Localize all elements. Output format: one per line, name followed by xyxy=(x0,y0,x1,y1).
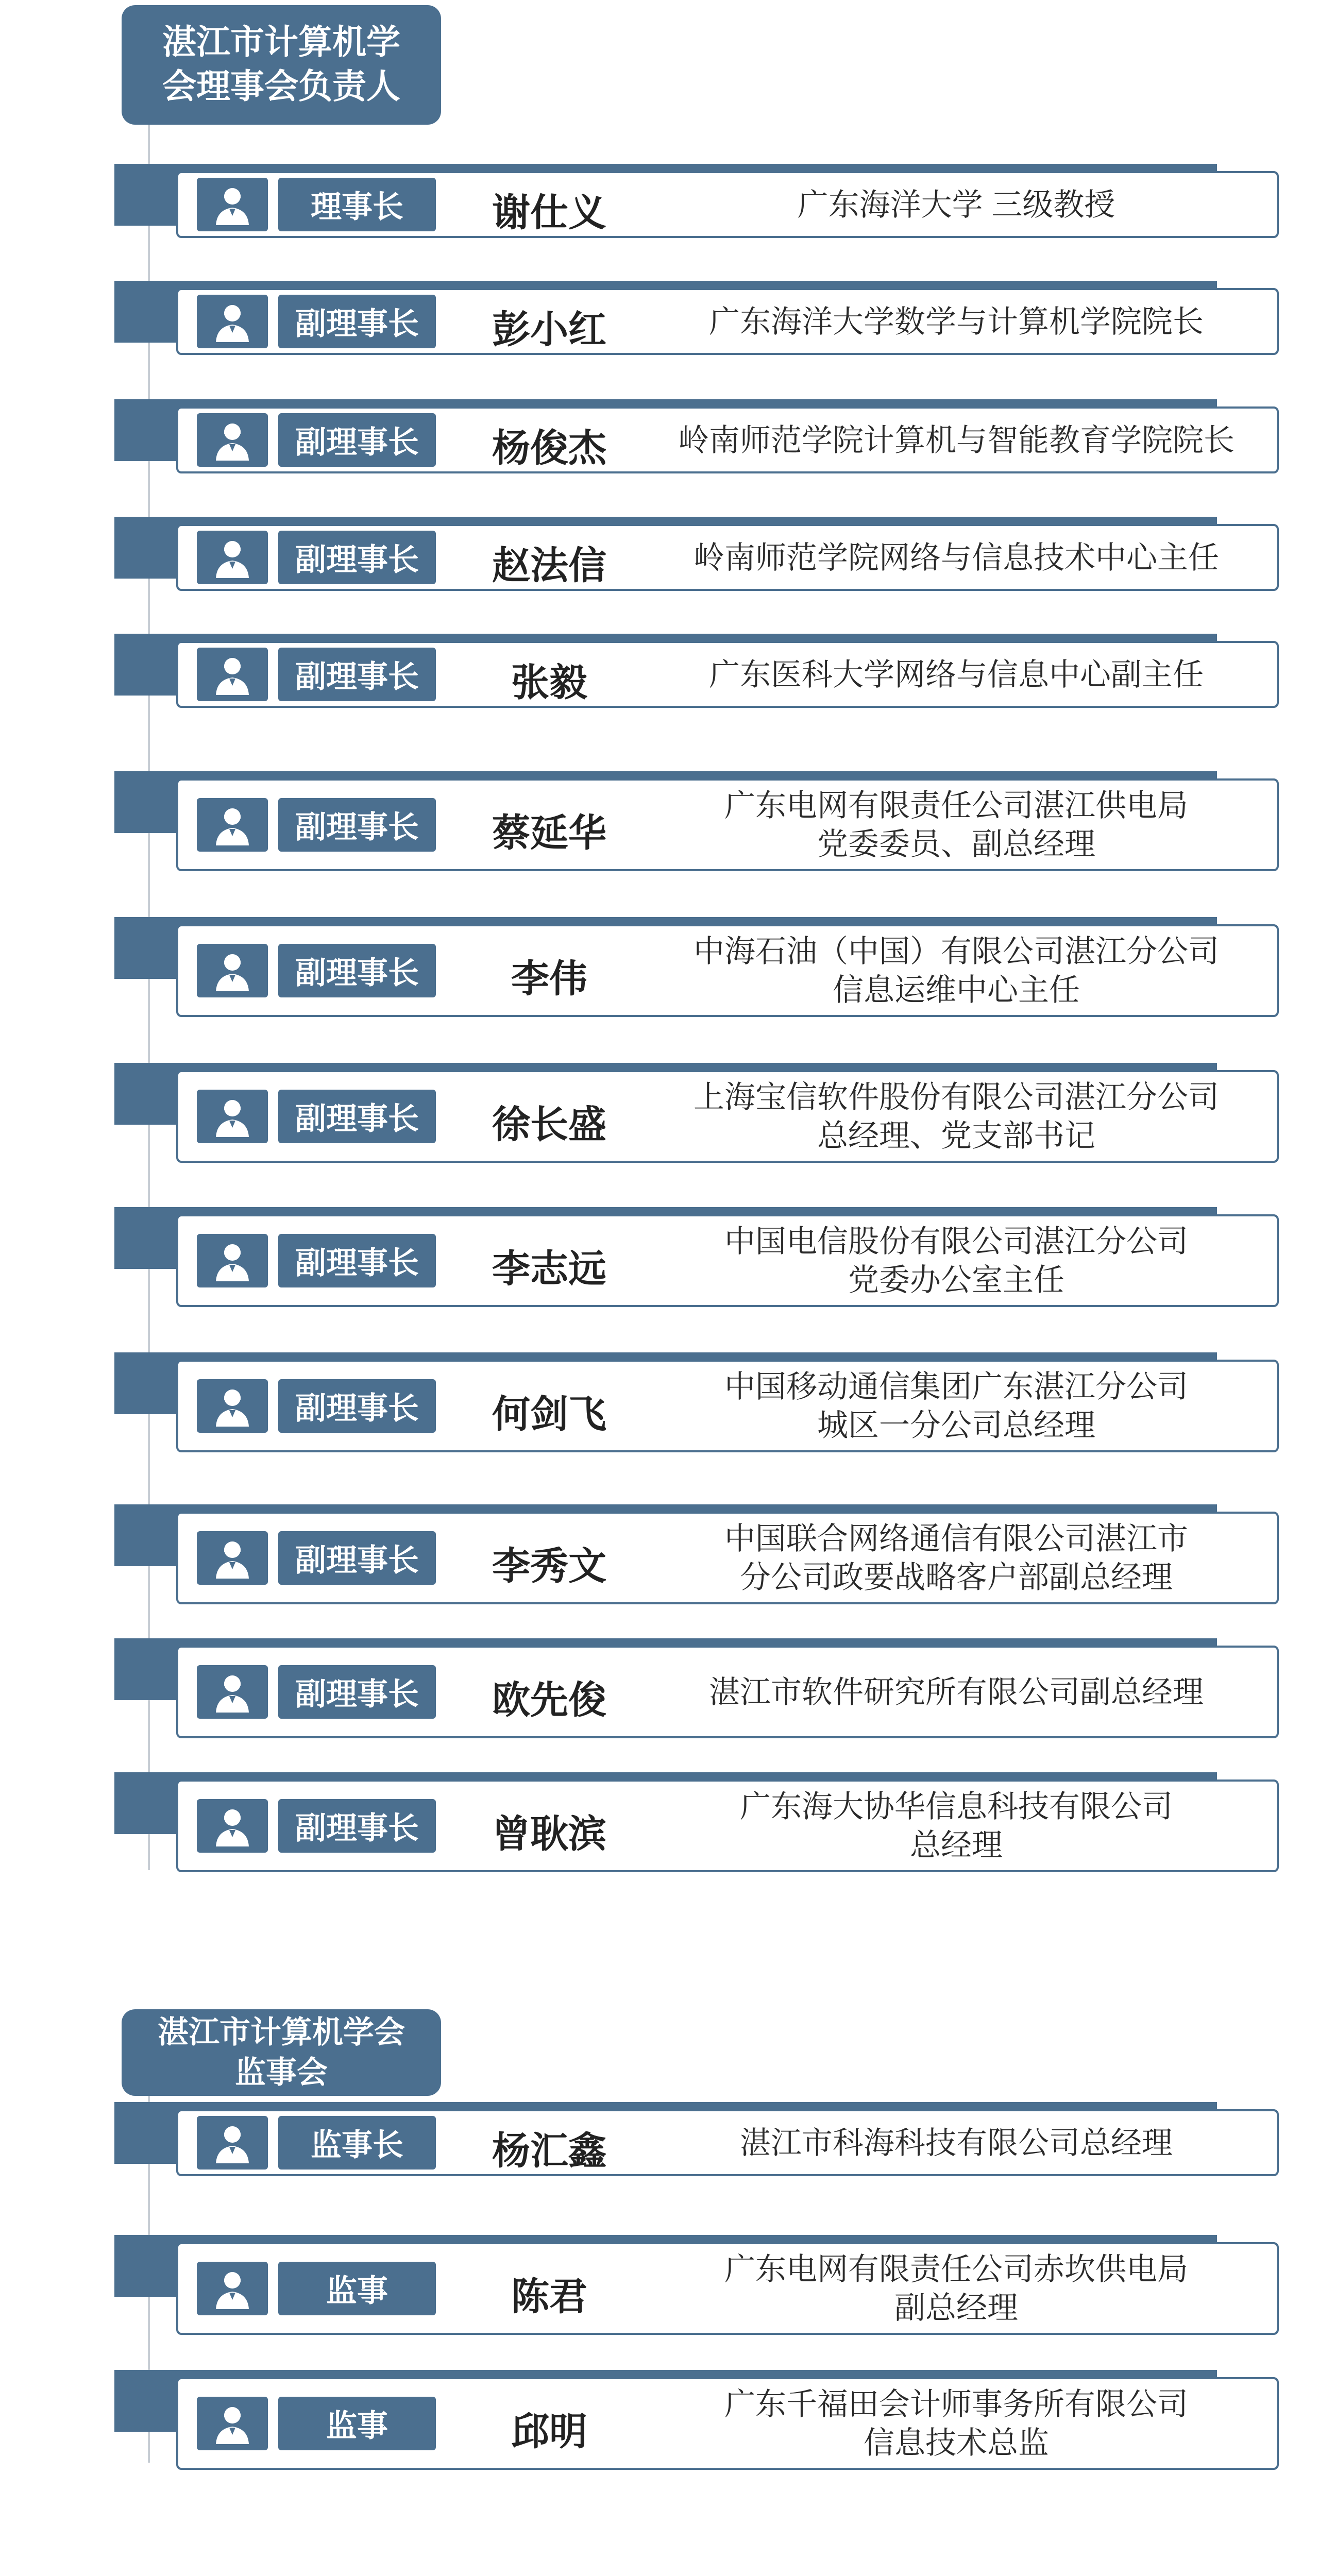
member-organization-line: 岭南师范学院计算机与智能教育学院院长 xyxy=(678,423,1235,457)
row-accent-stub xyxy=(114,917,176,979)
row-accent-stub xyxy=(114,634,176,696)
member-organization xyxy=(642,1222,1271,1299)
person-icon xyxy=(197,1531,268,1585)
member-name: 李志远 xyxy=(492,1247,606,1290)
member-card xyxy=(176,171,1279,238)
member-organization-line: 广东海洋大学 三级教授 xyxy=(797,188,1115,222)
member-organization-line: 广东海洋大学数学与计算机学院院长 xyxy=(709,304,1204,339)
member-organization-line: 信息运维中心主任 xyxy=(833,973,1080,1007)
member-card xyxy=(176,1360,1279,1452)
member-name: 陈君 xyxy=(511,2275,587,2318)
council-header-line-2: 会理事会负责人 xyxy=(162,68,400,106)
person-icon xyxy=(197,178,268,231)
member-name: 蔡延华 xyxy=(492,811,606,854)
member-organization-line: 上海宝信软件股份有限公司湛江分公司 xyxy=(694,1080,1219,1114)
member-title-badge: 副理事长 xyxy=(278,1531,436,1585)
row-accent-stub xyxy=(114,771,176,833)
council-header xyxy=(122,5,441,125)
member-card xyxy=(176,1512,1279,1604)
member-title-badge: 副理事长 xyxy=(278,944,436,997)
council-member-row xyxy=(114,399,1279,476)
member-card xyxy=(176,288,1279,355)
council-member-row xyxy=(114,917,1279,1019)
member-organization-line: 党委办公室主任 xyxy=(848,1263,1064,1297)
person-icon xyxy=(197,1379,268,1433)
member-organization xyxy=(642,655,1271,694)
council-header-line-1: 湛江市计算机学 xyxy=(162,24,400,62)
person-icon xyxy=(197,1234,268,1287)
person-icon xyxy=(197,1090,268,1143)
supervisor-member-row xyxy=(114,2370,1279,2472)
member-organization xyxy=(642,1078,1271,1155)
member-organization xyxy=(642,421,1271,460)
supervisor-member-row xyxy=(114,2102,1279,2178)
member-title-badge: 副理事长 xyxy=(278,531,436,584)
row-accent-stub xyxy=(114,2235,176,2297)
member-organization-line: 副总经理 xyxy=(894,2291,1018,2325)
member-organization-line: 中国电信股份有限公司湛江分公司 xyxy=(724,1224,1188,1259)
council-member-row xyxy=(114,1772,1279,1874)
person-icon xyxy=(197,944,268,997)
member-card xyxy=(176,2242,1279,2335)
member-title-badge: 副理事长 xyxy=(278,1799,436,1853)
person-icon xyxy=(197,413,268,467)
supervisor-member-row xyxy=(114,2235,1279,2337)
member-organization xyxy=(642,1787,1271,1865)
member-organization-line: 信息技术总监 xyxy=(864,2426,1049,2460)
person-icon xyxy=(197,648,268,701)
row-accent-stub xyxy=(114,1063,176,1125)
member-organization-line: 广东海大协华信息科技有限公司 xyxy=(740,1789,1173,1824)
member-card xyxy=(176,1646,1279,1738)
member-organization-line: 中国移动通信集团广东湛江分公司 xyxy=(724,1369,1188,1404)
member-title-badge: 副理事长 xyxy=(278,1379,436,1433)
member-organization xyxy=(642,932,1271,1009)
member-name: 杨俊杰 xyxy=(492,427,606,469)
member-title-badge: 副理事长 xyxy=(278,413,436,467)
person-icon xyxy=(197,2116,268,2170)
member-organization-line: 分公司政要战略客户部副总经理 xyxy=(740,1560,1173,1595)
council-member-row xyxy=(114,281,1279,357)
member-name: 徐长盛 xyxy=(492,1103,606,1146)
member-organization-line: 广东千福田会计师事务所有限公司 xyxy=(724,2387,1188,2421)
member-organization xyxy=(642,302,1271,341)
member-name: 曾耿滨 xyxy=(492,1812,606,1855)
member-organization xyxy=(642,2124,1271,2162)
member-name: 赵法信 xyxy=(492,544,606,587)
supervisors-header-line-2: 监事会 xyxy=(235,2056,328,2090)
member-name: 谢仕义 xyxy=(492,191,606,234)
member-title-badge: 监事长 xyxy=(278,2116,436,2170)
row-accent-stub xyxy=(114,2370,176,2432)
member-name: 彭小红 xyxy=(492,308,606,351)
council-member-row xyxy=(114,634,1279,710)
member-title-badge: 副理事长 xyxy=(278,295,436,348)
member-card xyxy=(176,524,1279,591)
member-card xyxy=(176,924,1279,1017)
member-organization xyxy=(642,1673,1271,1711)
member-card xyxy=(176,2377,1279,2470)
member-name: 李秀文 xyxy=(492,1545,606,1587)
member-organization-line: 总经理、党支部书记 xyxy=(817,1118,1095,1153)
member-card xyxy=(176,1780,1279,1872)
member-card xyxy=(176,641,1279,708)
person-icon xyxy=(197,798,268,852)
row-accent-stub xyxy=(114,281,176,343)
member-organization-line: 湛江市科海科技有限公司总经理 xyxy=(740,2126,1173,2160)
member-organization-line: 广东电网有限责任公司赤坎供电局 xyxy=(724,2252,1188,2286)
member-name: 杨汇鑫 xyxy=(492,2129,606,2172)
member-organization-line: 党委委员、副总经理 xyxy=(817,827,1095,861)
member-name: 李伟 xyxy=(511,957,587,1000)
council-member-row xyxy=(114,1352,1279,1454)
row-accent-stub xyxy=(114,1504,176,1566)
member-organization-line: 城区一分公司总经理 xyxy=(817,1408,1095,1443)
member-organization-line: 中海石油（中国）有限公司湛江分公司 xyxy=(694,934,1219,969)
council-member-row xyxy=(114,1207,1279,1309)
member-title-badge: 理事长 xyxy=(278,178,436,231)
member-card xyxy=(176,2109,1279,2176)
row-accent-stub xyxy=(114,1638,176,1700)
person-icon xyxy=(197,531,268,584)
member-name: 邱明 xyxy=(511,2410,587,2453)
member-organization-line: 广东电网有限责任公司湛江供电局 xyxy=(724,788,1188,823)
member-organization xyxy=(642,1519,1271,1597)
member-name: 欧先俊 xyxy=(492,1679,606,1721)
member-title-badge: 副理事长 xyxy=(278,1234,436,1287)
council-member-row xyxy=(114,1638,1279,1740)
member-name: 张毅 xyxy=(511,661,587,704)
member-title-badge: 副理事长 xyxy=(278,1665,436,1719)
member-card xyxy=(176,406,1279,473)
supervisors-header xyxy=(122,2009,441,2096)
member-organization xyxy=(642,786,1271,863)
row-accent-stub xyxy=(114,164,176,226)
member-organization-line: 中国联合网络通信有限公司湛江市 xyxy=(724,1521,1188,1556)
member-card xyxy=(176,1070,1279,1163)
council-member-row xyxy=(114,164,1279,240)
member-title-badge: 副理事长 xyxy=(278,798,436,852)
row-accent-stub xyxy=(114,1207,176,1269)
row-accent-stub xyxy=(114,2102,176,2164)
row-accent-stub xyxy=(114,517,176,579)
person-icon xyxy=(197,295,268,348)
member-title-badge: 副理事长 xyxy=(278,1090,436,1143)
member-organization-line: 岭南师范学院网络与信息技术中心主任 xyxy=(694,540,1219,575)
member-card xyxy=(176,778,1279,871)
member-card xyxy=(176,1214,1279,1307)
row-accent-stub xyxy=(114,399,176,461)
member-organization-line: 湛江市软件研究所有限公司副总经理 xyxy=(709,1675,1204,1709)
person-icon xyxy=(197,1799,268,1853)
member-title-badge: 副理事长 xyxy=(278,648,436,701)
member-organization-line: 广东医科大学网络与信息中心副主任 xyxy=(709,657,1204,692)
council-member-row xyxy=(114,771,1279,873)
council-member-row xyxy=(114,1504,1279,1606)
row-accent-stub xyxy=(114,1352,176,1414)
member-name: 何剑飞 xyxy=(492,1393,606,1435)
council-member-row xyxy=(114,517,1279,593)
person-icon xyxy=(197,1665,268,1719)
member-organization xyxy=(642,2250,1271,2327)
council-member-row xyxy=(114,1063,1279,1165)
member-organization xyxy=(642,538,1271,577)
person-icon xyxy=(197,2397,268,2450)
supervisors-header-line-1: 湛江市计算机学会 xyxy=(158,2015,405,2049)
member-organization xyxy=(642,1367,1271,1445)
member-title-badge: 监事 xyxy=(278,2397,436,2450)
row-accent-stub xyxy=(114,1772,176,1834)
member-title-badge: 监事 xyxy=(278,2262,436,2315)
person-icon xyxy=(197,2262,268,2315)
member-organization-line: 总经理 xyxy=(910,1828,1003,1862)
member-organization xyxy=(642,2385,1271,2462)
member-organization xyxy=(642,185,1271,224)
